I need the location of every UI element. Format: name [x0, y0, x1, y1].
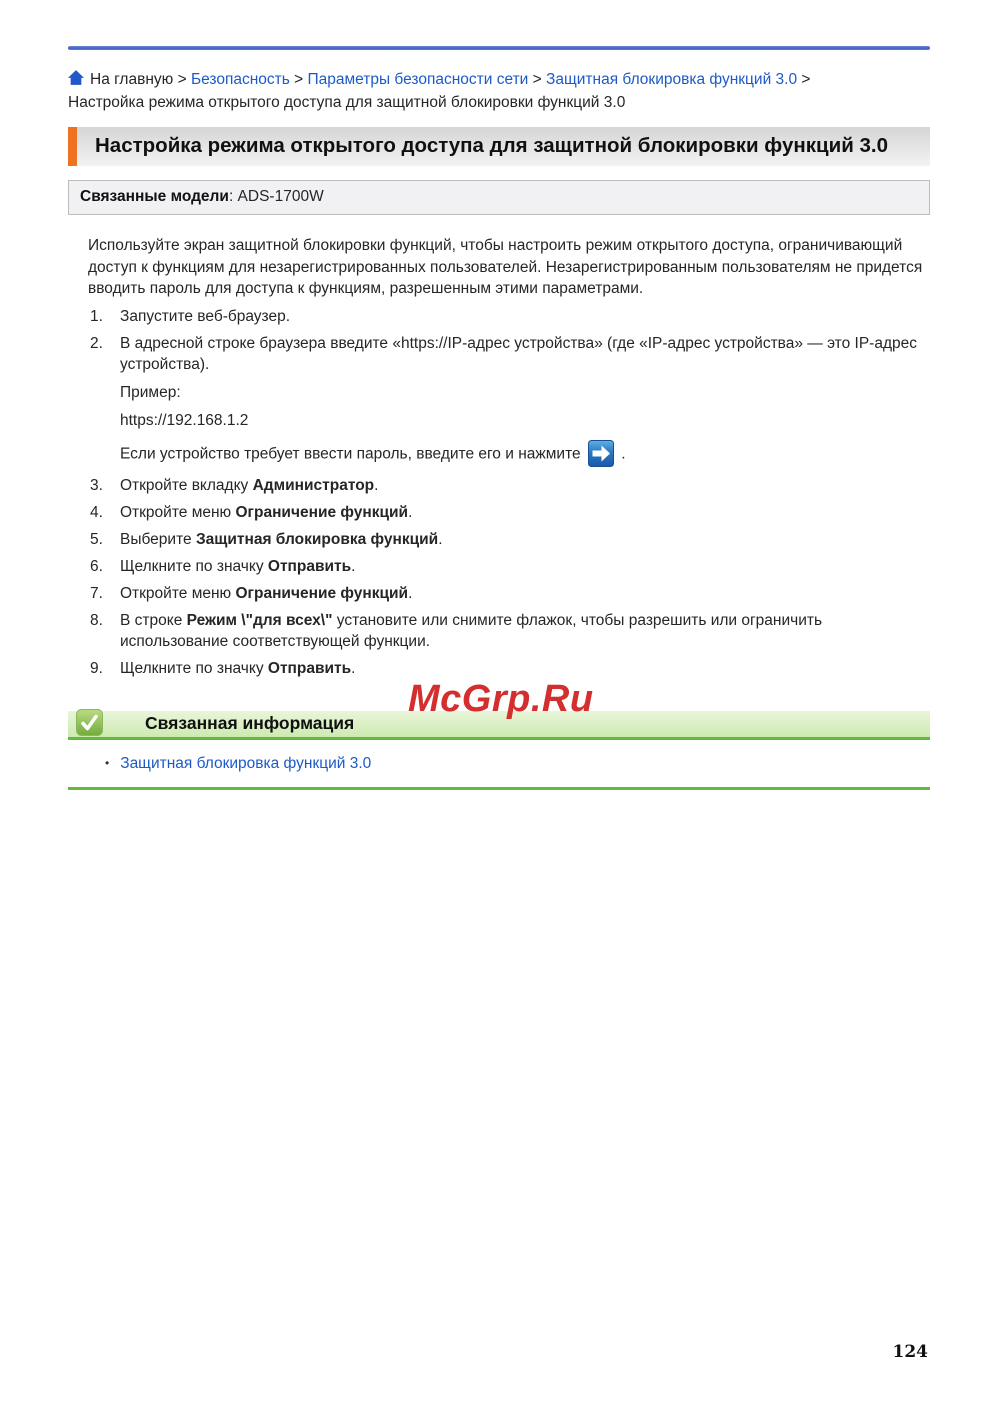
step-item — [90, 610, 930, 652]
step-number: 5. — [90, 530, 103, 548]
step-sub-line: https://192.168.1.2 — [120, 411, 249, 429]
title-accent-bar — [68, 127, 77, 166]
password-note: Если устройство требует ввести пароль, введите его и нажмите . — [120, 440, 930, 469]
top-divider — [68, 46, 930, 50]
step-text: В строке Режим \"для всех\" установите или снимите флажок, чтобы разрешить или ограничить использование соответствующей функции. — [120, 611, 823, 650]
step-item — [90, 333, 930, 469]
step-text: Откройте меню Ограничение функций. — [120, 584, 413, 602]
step-text: В адресной строке браузера введите «https://IP-адрес устройства» (где «IP-адрес устройства» — это IP-адрес устройства). — [120, 334, 917, 373]
breadcrumb-link[interactable]: Защитная блокировка функций 3.0 — [546, 71, 798, 88]
step-text: Откройте вкладку Администратор. — [120, 476, 379, 494]
related-links — [68, 740, 930, 787]
step-text: Щелкните по значку Отправить. — [120, 659, 356, 677]
step-number: 1. — [90, 307, 103, 325]
step-text: Откройте меню Ограничение функций. — [120, 503, 413, 521]
related-link-row — [105, 753, 930, 774]
page-number: 124 — [892, 1342, 928, 1362]
related-models-box — [68, 180, 930, 215]
step-item — [90, 529, 930, 550]
related-info-section — [68, 711, 930, 790]
submit-arrow-button-icon[interactable] — [585, 445, 617, 462]
step-text: Запустите веб-браузер. — [120, 307, 291, 325]
green-checkmark-icon — [76, 709, 103, 741]
home-icon[interactable] — [68, 70, 84, 92]
related-models-label: Связанные модели — [80, 188, 229, 205]
step-text: Выберите Защитная блокировка функций. — [120, 530, 443, 548]
watermark: McGrp.Ru — [408, 678, 594, 720]
step-item — [90, 306, 930, 327]
breadcrumb-link[interactable]: Безопасность — [190, 71, 290, 88]
bullet: • — [105, 755, 110, 770]
related-models-value: : ADS-1700W — [228, 188, 324, 205]
breadcrumb-separator: > — [528, 71, 547, 88]
related-info-link[interactable]: Защитная блокировка функций 3.0 — [120, 754, 372, 772]
step-number: 7. — [90, 584, 103, 602]
step-number: 6. — [90, 557, 103, 575]
step-item — [90, 583, 930, 604]
step-number: 4. — [90, 503, 103, 521]
breadcrumb-link[interactable]: Параметры безопасности сети — [307, 71, 529, 88]
breadcrumb — [68, 69, 863, 114]
step-sub-line: Пример: — [120, 383, 181, 401]
step-number: 9. — [90, 659, 103, 677]
step-item — [90, 556, 930, 577]
step-item — [90, 502, 930, 523]
breadcrumb-current: Настройка режима открытого доступа для защитной блокировки функций 3.0 — [68, 94, 626, 111]
steps-list — [90, 306, 930, 679]
section-end-divider — [68, 787, 930, 790]
step-text: Щелкните по значку Отправить. — [120, 557, 356, 575]
step-number: 3. — [90, 476, 103, 494]
breadcrumb-separator: > — [173, 71, 191, 88]
step-item — [90, 658, 930, 679]
page-title: Настройка режима открытого доступа для защитной блокировки функций 3.0 — [95, 134, 889, 157]
intro-paragraph: Используйте экран защитной блокировки функций, чтобы настроить режим открытого доступа, ограничивающий доступ к функциям для незарегистрированных пользователей. Незарегистрированным пользователям не придется вводить пароль для доступа к функциям, разрешенным этими параметрами. — [88, 237, 923, 297]
related-info-title: Связанная информация — [145, 713, 355, 733]
step-number: 8. — [90, 611, 103, 629]
breadcrumb-home[interactable]: На главную — [90, 71, 174, 88]
step-item — [90, 475, 930, 496]
breadcrumb-separator: > — [289, 71, 308, 88]
step-number: 2. — [90, 334, 103, 352]
breadcrumb-items — [68, 71, 810, 111]
page-title-bar — [68, 127, 930, 166]
breadcrumb-separator: > — [797, 71, 811, 88]
